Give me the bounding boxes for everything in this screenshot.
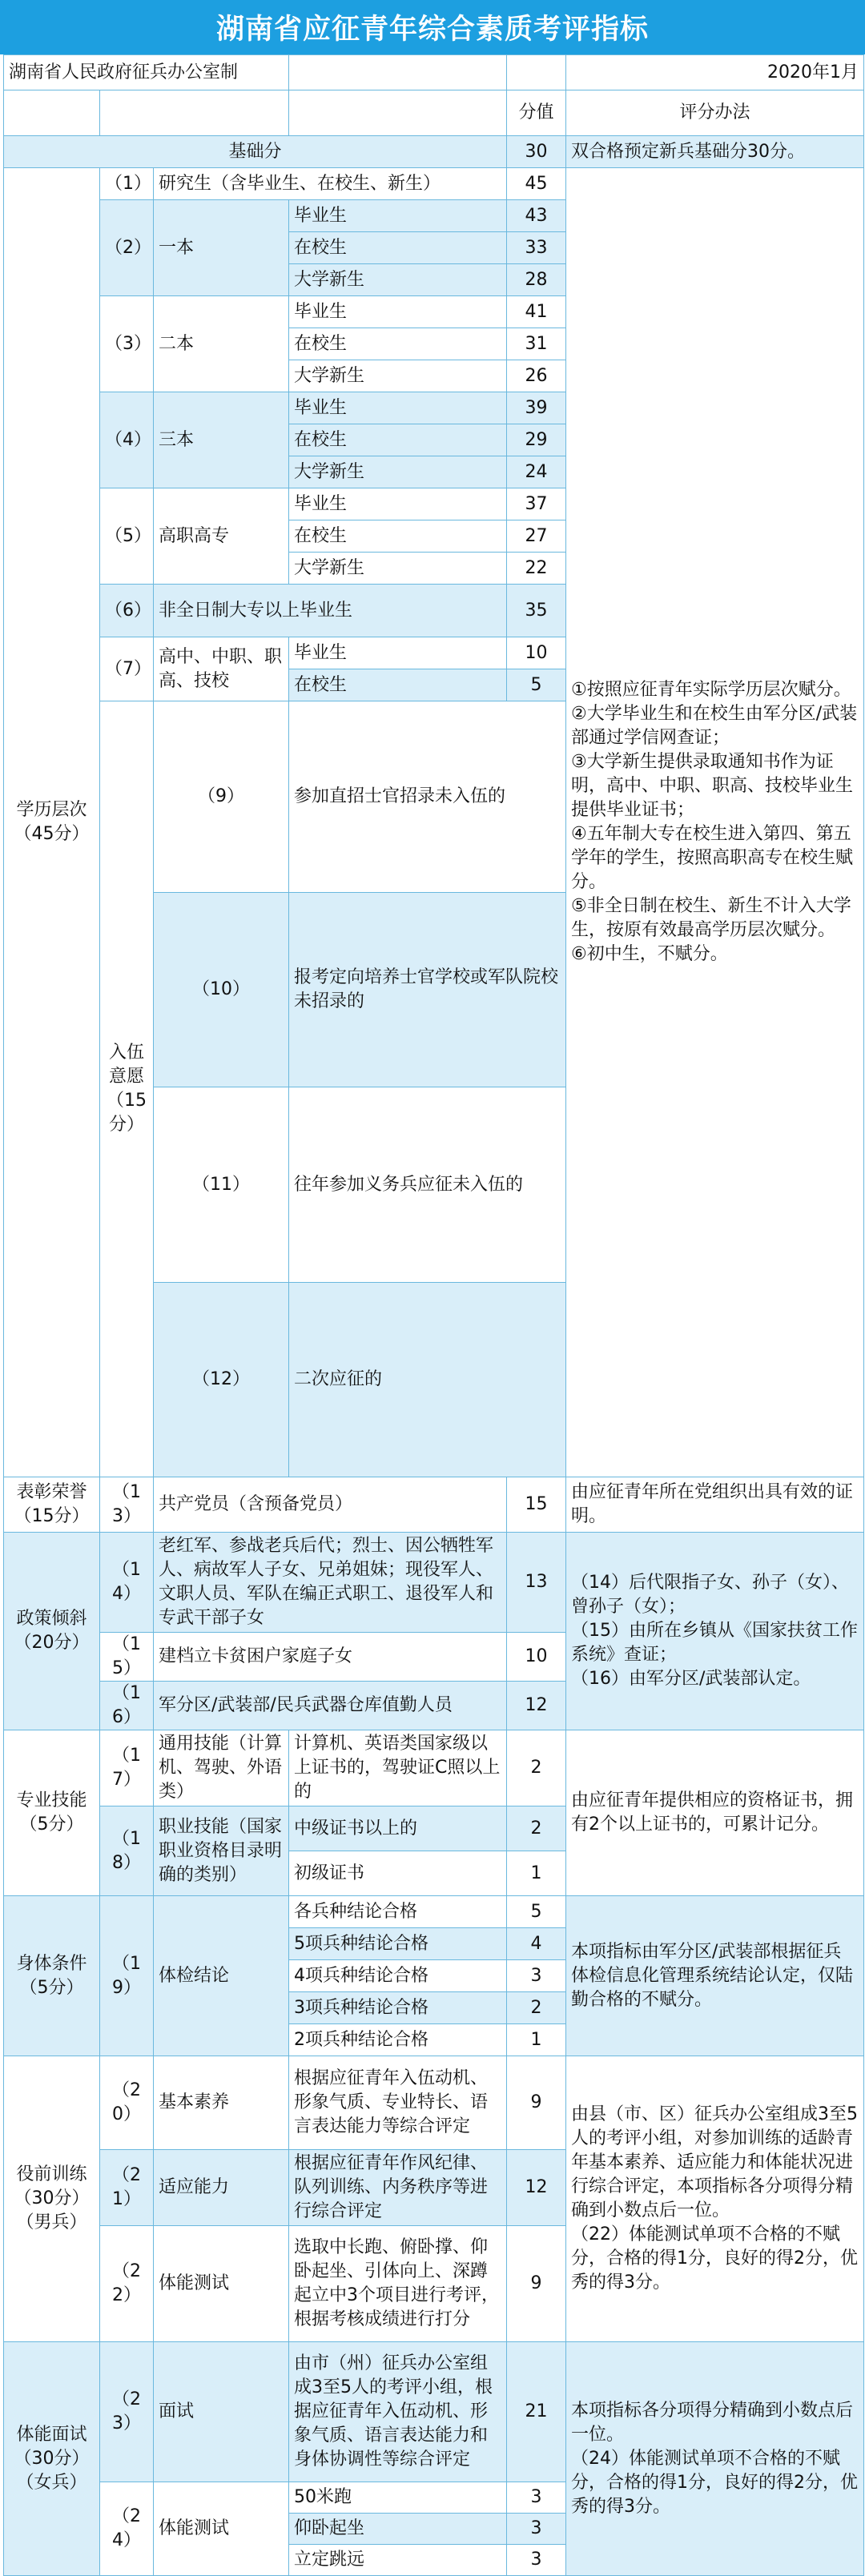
row-number: （1） [100, 168, 154, 200]
base-score-value: 30 [507, 136, 566, 168]
row-number: （7） [100, 637, 154, 701]
sub-item-label: 立定跳远 [289, 2545, 507, 2576]
sub-item-label: 50米跑 [289, 2482, 507, 2514]
evaluation-table [3, 54, 864, 2576]
sub-item-label: 根据应征青年作风纪律、队列训练、内务秩序等进行综合评定 [289, 2150, 507, 2226]
sub-item-label: 毕业生 [289, 488, 507, 520]
method-header: 评分办法 [566, 90, 864, 136]
item-label: 建档立卡贫困户家庭子女 [154, 1633, 507, 1682]
item-score: 26 [507, 360, 566, 392]
sub-item-label: 在校生 [289, 669, 507, 701]
item-label: 体检结论 [154, 1896, 289, 2056]
item-score: 5 [507, 1896, 566, 1928]
item-label: 体能测试 [154, 2226, 289, 2342]
item-label: 二次应征的 [289, 1282, 566, 1477]
row-number: （16） [100, 1682, 154, 1730]
base-score-method: 双合格预定新兵基础分30分。 [566, 136, 864, 168]
row-number: （23） [100, 2342, 154, 2482]
item-score: 13 [507, 1533, 566, 1633]
item-label: 体能测试 [154, 2482, 289, 2576]
item-label: 职业技能（国家职业资格目录明确的类别） [154, 1806, 289, 1896]
policy-category: 政策倾斜 （20分） [4, 1533, 100, 1730]
item-score: 35 [507, 585, 566, 637]
sub-item-label: 毕业生 [289, 392, 507, 424]
item-score: 33 [507, 232, 566, 264]
row-number: （17） [100, 1730, 154, 1806]
base-score-row [4, 136, 864, 168]
item-score: 3 [507, 2545, 566, 2576]
education-method: ①按照应征青年实际学历层次赋分。 ②大学毕业生和在校生由军分区/武装部通过学信网查证； ③大学新生提供录取通知书作为证明，高中、中职、职高、技校毕业生提供毕业证书； ④五年制大专在校生进入第四、第五学年的学生，按照高职高专在校生赋分。 ⑤非全日制在校生、新生不计入大学生，按原有效最高学历层次赋分。 ⑥初中生，不赋分。 [566, 168, 864, 1477]
item-label: 军分区/武装部/民兵武器仓库值勤人员 [154, 1682, 507, 1730]
row-number: （2） [100, 200, 154, 296]
education-category: 学历层次 （45分） [4, 168, 100, 1477]
item-label: 报考定向培养士官学校或军队院校未招录的 [289, 893, 566, 1087]
sub-item-label: 根据应征青年入伍动机、形象气质、专业特长、语言表达能力等综合评定 [289, 2056, 507, 2150]
row-number: （4） [100, 392, 154, 488]
item-score: 31 [507, 328, 566, 360]
row-number: （10） [154, 893, 289, 1087]
item-score: 28 [507, 264, 566, 296]
sub-item-label: 仰卧起坐 [289, 2514, 507, 2545]
sub-item-label: 毕业生 [289, 296, 507, 328]
item-score: 24 [507, 456, 566, 488]
item-score: 21 [507, 2342, 566, 2482]
sub-item-label: 在校生 [289, 424, 507, 456]
item-label: 适应能力 [154, 2150, 289, 2226]
item-label: 往年参加义务兵应征未入伍的 [289, 1087, 566, 1282]
policy-method: （14）后代限指子女、孙子（女）、曾孙子（女）； （15）由所在乡镇从《国家扶贫工作系统》查证； （16）由军分区/武装部认定。 [566, 1533, 864, 1730]
item-label: 参加直招士官招录未入伍的 [289, 701, 566, 893]
item-score: 1 [507, 1851, 566, 1896]
item-score: 15 [507, 1477, 566, 1533]
base-score-label: 基础分 [4, 136, 507, 168]
sub-item-label: 大学新生 [289, 264, 507, 296]
page-title: 湖南省应征青年综合素质考评指标 [0, 0, 865, 54]
sub-item-label: 在校生 [289, 520, 507, 553]
sub-item-label: 大学新生 [289, 553, 507, 585]
sub-item-label: 计算机、英语类国家级以上证书的，驾驶证C照以上的 [289, 1730, 507, 1806]
item-score: 29 [507, 424, 566, 456]
item-label: 通用技能（计算机、驾驶、外语类） [154, 1730, 289, 1806]
row-number: （9） [154, 701, 289, 893]
body-method: 本项指标由军分区/武装部根据征兵体检信息化管理系统结论认定，仅陆勤合格的不赋分。 [566, 1896, 864, 2056]
issue-date: 2020年1月 [566, 55, 864, 90]
item-score: 43 [507, 200, 566, 232]
sub-item-label: 初级证书 [289, 1851, 507, 1896]
row-number: （20） [100, 2056, 154, 2150]
item-label: 基本素养 [154, 2056, 289, 2150]
sub-item-label: 大学新生 [289, 360, 507, 392]
item-label: 面试 [154, 2342, 289, 2482]
item-score: 10 [507, 1633, 566, 1682]
item-score: 2 [507, 1730, 566, 1806]
sub-item-label: 在校生 [289, 232, 507, 264]
item-score: 39 [507, 392, 566, 424]
row-number: （19） [100, 1896, 154, 2056]
enlist-category: 入伍意愿 （15分） [100, 701, 154, 1477]
item-score: 9 [507, 2226, 566, 2342]
item-score: 22 [507, 553, 566, 585]
item-label: 三本 [154, 392, 289, 488]
row-number: （3） [100, 296, 154, 392]
item-label: 高中、中职、职高、技校 [154, 637, 289, 701]
item-label: 非全日制大专以上毕业生 [154, 585, 507, 637]
interview-method: 本项指标各分项得分精确到小数点后一位。 （24）体能测试单项不合格的不赋分，合格的得1分，良好的得2分，优秀的得3分。 [566, 2342, 864, 2576]
honor-category: 表彰荣誉 （15分） [4, 1477, 100, 1533]
row-number: （11） [154, 1087, 289, 1282]
row-number: （12） [154, 1282, 289, 1477]
sub-item-label: 在校生 [289, 328, 507, 360]
item-score: 10 [507, 637, 566, 669]
sub-item-label: 3项兵种结论合格 [289, 1992, 507, 2024]
item-score: 3 [507, 2514, 566, 2545]
issuer: 湖南省人民政府征兵办公室制 [4, 55, 289, 90]
training-method: 由县（市、区）征兵办公室组成3至5人的考评小组，对参加训练的适龄青年基本素养、适应能力和体能状况进行综合评定，本项指标各分项得分精确到小数点后一位。 （22）体能测试单项不合格的不赋分，合格的得1分，良好的得2分，优秀的得3分。 [566, 2056, 864, 2342]
score-header: 分值 [507, 90, 566, 136]
sub-item-label: 大学新生 [289, 456, 507, 488]
item-label: 二本 [154, 296, 289, 392]
item-score: 4 [507, 1928, 566, 1960]
training-category: 役前训练 （30分） （男兵） [4, 2056, 100, 2342]
sub-item-label: 选取中长跑、俯卧撑、仰卧起坐、引体向上、深蹲起立中3个项目进行考评，根据考核成绩进行打分 [289, 2226, 507, 2342]
item-score: 37 [507, 488, 566, 520]
row-number: （14） [100, 1533, 154, 1633]
interview-category: 体能面试 （30分） （女兵） [4, 2342, 100, 2576]
item-score: 1 [507, 2024, 566, 2056]
item-label: 一本 [154, 200, 289, 296]
item-score: 27 [507, 520, 566, 553]
item-score: 5 [507, 669, 566, 701]
sub-item-label: 5项兵种结论合格 [289, 1928, 507, 1960]
item-label: 老红军、参战老兵后代；烈士、因公牺牲军人、病故军人子女、兄弟姐妹；现役军人、文职人员、军队在编正式职工、退役军人和专武干部子女 [154, 1533, 507, 1633]
body-category: 身体条件 （5分） [4, 1896, 100, 2056]
row-number: （22） [100, 2226, 154, 2342]
item-score: 45 [507, 168, 566, 200]
skill-method: 由应征青年提供相应的资格证书，拥有2个以上证书的，可累计记分。 [566, 1730, 864, 1896]
sub-item-label: 由市（州）征兵办公室组成3至5人的考评小组，根据应征青年入伍动机、形象气质、语言表达能力和身体协调性等综合评定 [289, 2342, 507, 2482]
item-score: 12 [507, 1682, 566, 1730]
sub-item-label: 中级证书以上的 [289, 1806, 507, 1851]
item-label: 研究生（含毕业生、在校生、新生） [154, 168, 507, 200]
row-number: （6） [100, 585, 154, 637]
sub-item-label: 毕业生 [289, 200, 507, 232]
row-number: （21） [100, 2150, 154, 2226]
sub-item-label: 各兵种结论合格 [289, 1896, 507, 1928]
item-score: 3 [507, 1960, 566, 1992]
item-label: 共产党员（含预备党员） [154, 1477, 507, 1533]
honor-method: 由应征青年所在党组织出具有效的证明。 [566, 1477, 864, 1533]
item-score: 3 [507, 2482, 566, 2514]
row-number: （18） [100, 1806, 154, 1896]
row-number: （5） [100, 488, 154, 585]
sub-item-label: 4项兵种结论合格 [289, 1960, 507, 1992]
row-number: （15） [100, 1633, 154, 1682]
item-score: 41 [507, 296, 566, 328]
item-score: 2 [507, 1992, 566, 2024]
item-label: 高职高专 [154, 488, 289, 585]
sub-item-label: 2项兵种结论合格 [289, 2024, 507, 2056]
skill-category: 专业技能 （5分） [4, 1730, 100, 1896]
row-number: （24） [100, 2482, 154, 2576]
item-score: 12 [507, 2150, 566, 2226]
sub-item-label: 毕业生 [289, 637, 507, 669]
item-score: 2 [507, 1806, 566, 1851]
row-number: （13） [100, 1477, 154, 1533]
item-score: 9 [507, 2056, 566, 2150]
